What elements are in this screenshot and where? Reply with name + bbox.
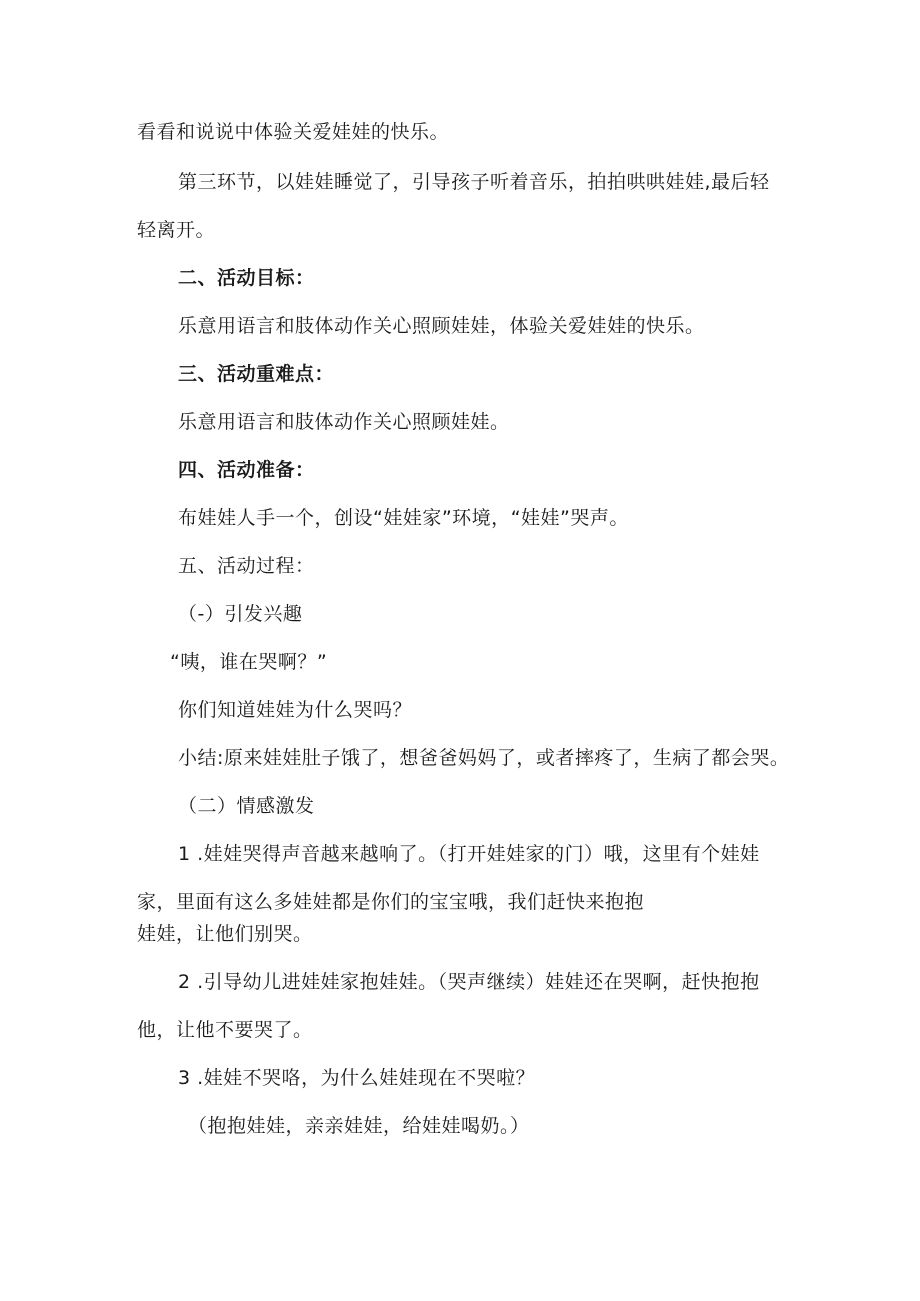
subsection-heading: （-）引发兴趣	[178, 603, 303, 625]
paragraph-line: 轻离开。	[137, 219, 216, 241]
paragraph-line: 小结:原来娃娃肚子饿了，想爸爸妈妈了，或者摔疼了，生病了都会哭。	[178, 747, 790, 769]
paragraph-line: 你们知道娃娃为什么哭吗？	[178, 699, 413, 721]
section-heading: 五、活动过程：	[178, 555, 315, 577]
section-heading: 四、活动准备：	[178, 459, 315, 481]
paragraph-line: 3 .娃娃不哭咯，为什么娃娃现在不哭啦？	[178, 1067, 536, 1089]
paragraph-line: 第三环节，以娃娃睡觉了，引导孩子听着音乐，拍拍哄哄娃娃,最后轻	[178, 171, 770, 193]
section-heading: 三、活动重难点：	[178, 363, 335, 385]
section-heading: 二、活动目标：	[178, 267, 315, 289]
paragraph-line: 家，里面有这么多娃娃都是你们的宝宝哦，我们赶快来抱抱	[137, 891, 645, 913]
paragraph-line: 他，让他不要哭了。	[137, 1019, 313, 1041]
paragraph-line: 乐意用语言和肢体动作关心照顾娃娃，体验关爱娃娃的快乐。	[178, 315, 705, 337]
paragraph-line: 看看和说说中体验关爱娃娃的快乐。	[137, 121, 450, 143]
paragraph-line: 2 .引导幼儿进娃娃家抱娃娃。（哭声继续）娃娃还在哭啊，赶快抱抱	[178, 971, 760, 993]
paragraph-line: 娃娃，让他们别哭。	[137, 923, 313, 945]
paragraph-line: 布娃娃人手一个，创设“娃娃家”环境，“娃娃”哭声。	[178, 507, 629, 529]
paragraph-line: 1 .娃娃哭得声音越来越响了。（打开娃娃家的门）哦，这里有个娃娃	[178, 843, 760, 865]
paragraph-line: （抱抱娃娃，亲亲娃娃，给娃娃喝奶。）	[188, 1115, 530, 1137]
paragraph-line: “咦，谁在哭啊？”	[170, 651, 328, 673]
paragraph-line: 乐意用语言和肢体动作关心照顾娃娃。	[178, 411, 510, 433]
subsection-heading: （二）情感激发	[178, 795, 315, 817]
